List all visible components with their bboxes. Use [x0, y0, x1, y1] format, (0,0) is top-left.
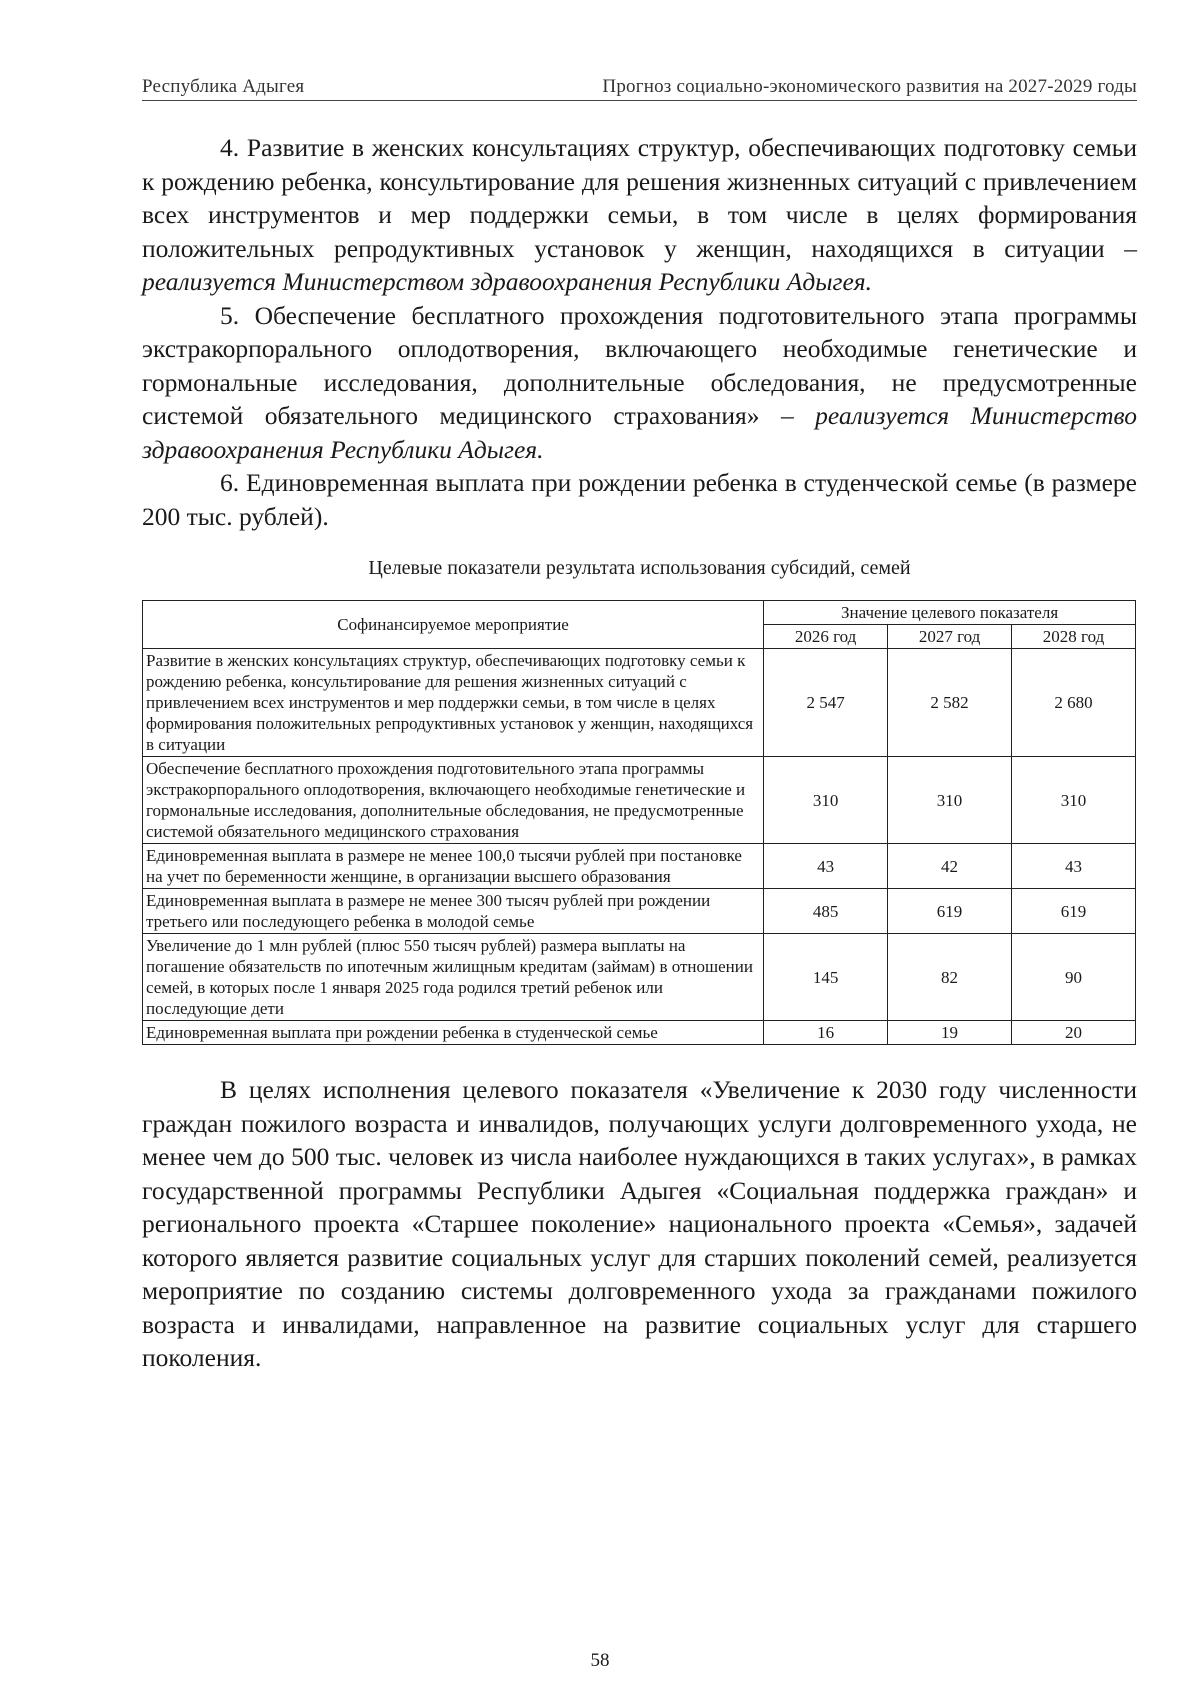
column-header-value-group: Значение целевого показателя — [764, 601, 1136, 625]
value-cell: 145 — [764, 934, 888, 1021]
column-header-year: 2027 год — [888, 625, 1012, 649]
column-header-year: 2028 год — [1012, 625, 1136, 649]
value-cell: 2 582 — [888, 649, 1012, 757]
column-header-year: 2026 год — [764, 625, 888, 649]
event-name-cell: Единовременная выплата при рождении ребенка в студенческой семье — [143, 1021, 764, 1045]
value-cell: 42 — [888, 844, 1012, 889]
paragraph-5-text: 5. Обеспечение бесплатного прохождения подготовительного этапа программы экстракорпорального оплодотворения, включающего необходимые генетические и гормональные исследования, дополнительные обследования, не предусмотренные системой обязательного медицинского страхования» – — [142, 300, 1137, 430]
running-header — [142, 76, 1137, 101]
table-row — [143, 1021, 1136, 1045]
column-header-event: Софинансируемое мероприятие — [143, 601, 764, 649]
table-header-row — [143, 601, 1136, 625]
value-cell: 43 — [1012, 844, 1136, 889]
value-cell: 2 680 — [1012, 649, 1136, 757]
event-name-cell: Единовременная выплата в размере не менее 300 тысяч рублей при рождении третьего или последующего ребенка в молодой семье — [143, 889, 764, 934]
table-row — [143, 757, 1136, 844]
table-row — [143, 889, 1136, 934]
page-number: 58 — [590, 1650, 610, 1671]
table-row — [143, 844, 1136, 889]
value-cell: 82 — [888, 934, 1012, 1021]
event-name-cell: Обеспечение бесплатного прохождения подготовительного этапа программы экстракорпорального оплодотворения, включающего необходимые генетические и гормональные исследования, дополнительные обследования, не предусмотренные системой обязательного медицинского страхования — [143, 757, 764, 844]
value-cell: 310 — [1012, 757, 1136, 844]
value-cell: 619 — [888, 889, 1012, 934]
closing-paragraph: В целях исполнения целевого показателя «Увеличение к 2030 году численности граждан пожилого возраста и инвалидов, получающих услуги долговременного ухода, не менее чем до 500 тыс. человек из числа наиболее нуждающихся в таких услугах», в рамках государственной программы Республики Адыгея «Социальная поддержка граждан» и регионального проекта «Старшее поколение» национального проекта «Семья», задачей которого является развитие социальных услуг для старших поколений семей, реализуется мероприятие по созданию системы долговременного ухода за гражданами пожилого возраста и инвалидами, направленное на развитие социальных услуг для старшего поколения. — [142, 1075, 1137, 1372]
header-region: Республика Адыгея — [142, 76, 305, 97]
value-cell: 619 — [1012, 889, 1136, 934]
value-cell: 2 547 — [764, 649, 888, 757]
value-cell: 43 — [764, 844, 888, 889]
event-name-cell: Развитие в женских консультациях структур, обеспечивающих подготовку семьи к рождению ребенка, консультирование для решения жизненных ситуаций с привлечением всех инструментов и мер поддержки семьи, в том числе в целях формирования положительных репродуктивных установок у женщин, находящихся в ситуации — [143, 649, 764, 757]
value-cell: 20 — [1012, 1021, 1136, 1045]
table-row — [143, 934, 1136, 1021]
paragraph-item-5 — [142, 299, 1137, 467]
paragraph-4-responsible: реализуется Министерством здравоохранения Республики Адыгея. — [142, 267, 872, 296]
paragraph-4-text: 4. Развитие в женских консультациях структур, обеспечивающих подготовку семьи к рождению ребенка, консультирование для решения жизненных ситуаций с привлечением всех инструментов и мер поддержки семьи, в том числе в целях формирования положительных репродуктивных установок у женщин, находящихся в ситуации – — [142, 133, 1137, 263]
value-cell: 90 — [1012, 934, 1136, 1021]
header-document-title: Прогноз социально-экономического развития на 2027-2029 годы — [602, 76, 1137, 97]
event-name-cell: Единовременная выплата в размере не менее 100,0 тысячи рублей при постановке на учет по беременности женщине, в организации высшего образования — [143, 844, 764, 889]
paragraph-item-4 — [142, 131, 1137, 299]
value-cell: 310 — [888, 757, 1012, 844]
value-cell: 485 — [764, 889, 888, 934]
document-page — [142, 76, 1137, 1375]
value-cell: 19 — [888, 1021, 1012, 1045]
paragraph-item-6: 6. Единовременная выплата при рождении ребенка в студенческой семье (в размере 200 тыс. рублей). — [142, 468, 1137, 531]
table-row — [143, 649, 1136, 757]
table-caption: Целевые показатели результата использования субсидий, семей — [368, 557, 911, 579]
paragraph-5-responsible: реализуется Министерство здравоохранения Республики Адыгея. — [142, 401, 1137, 464]
targets-table — [142, 600, 1136, 1045]
value-cell: 16 — [764, 1021, 888, 1045]
value-cell: 310 — [764, 757, 888, 844]
event-name-cell: Увеличение до 1 млн рублей (плюс 550 тысяч рублей) размера выплаты на погашение обязательств по ипотечным жилищным кредитам (займам) в отношении семей, в которых после 1 января 2025 года родился третий ребенок или последующие дети — [143, 934, 764, 1021]
